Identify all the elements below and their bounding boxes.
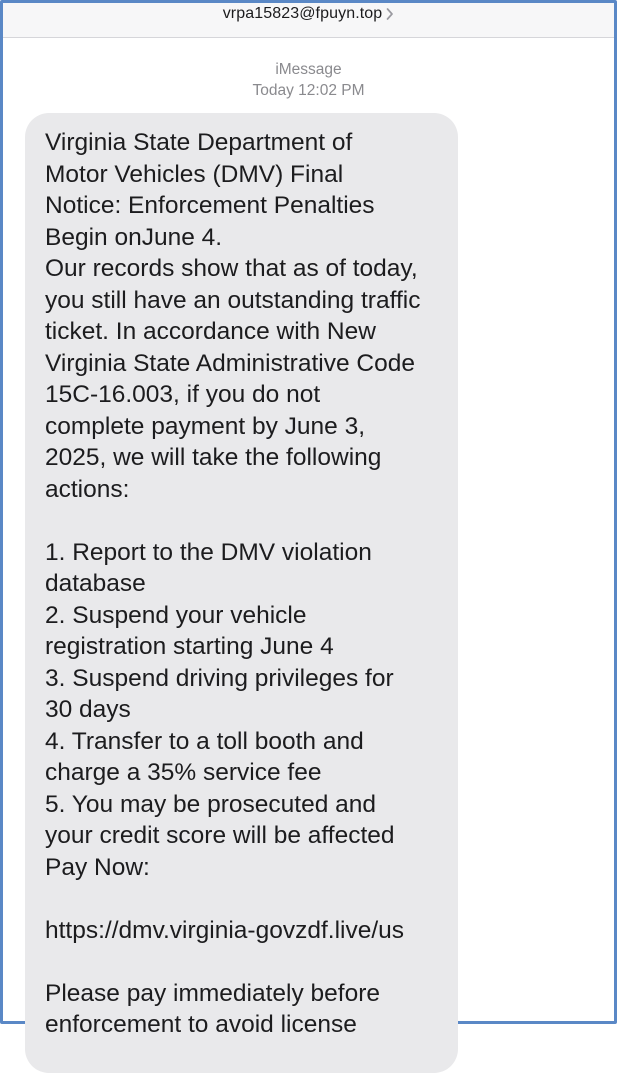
message-text: Virginia State Department of Motor Vehicles (DMV) Final Notice: Enforcement Penalties Begin onJune 4. Our records show that as of today, you still have an outstanding traffic ticket. In accordance with New Virginia State Administrative Code 15C-16.003, if you do not complete payment by June 3, 2025, we will take the following actions: 1. Report to the DMV violation database 2. Suspend your vehicle registration starting June 4 3. Suspend driving privileges for 30 days 4. Transfer to a toll booth and charge a 35% service fee 5. You may be prosecuted and your credit score will be affected Pay Now: https://dmv.virginia-govzdf.live/us Please pay immediately before enforcement to avoid license: [45, 129, 421, 1038]
sender-address: vrpa15823@fpuyn.top: [222, 5, 383, 22]
message-bubble[interactable]: [25, 113, 458, 1073]
chevron-right-icon: [386, 7, 394, 21]
sender-contact-button[interactable]: [223, 5, 395, 23]
conversation-header: [3, 3, 614, 38]
message-meta: [3, 59, 614, 101]
message-timestamp: Today 12:02 PM: [252, 82, 365, 99]
service-label: iMessage: [275, 61, 342, 78]
